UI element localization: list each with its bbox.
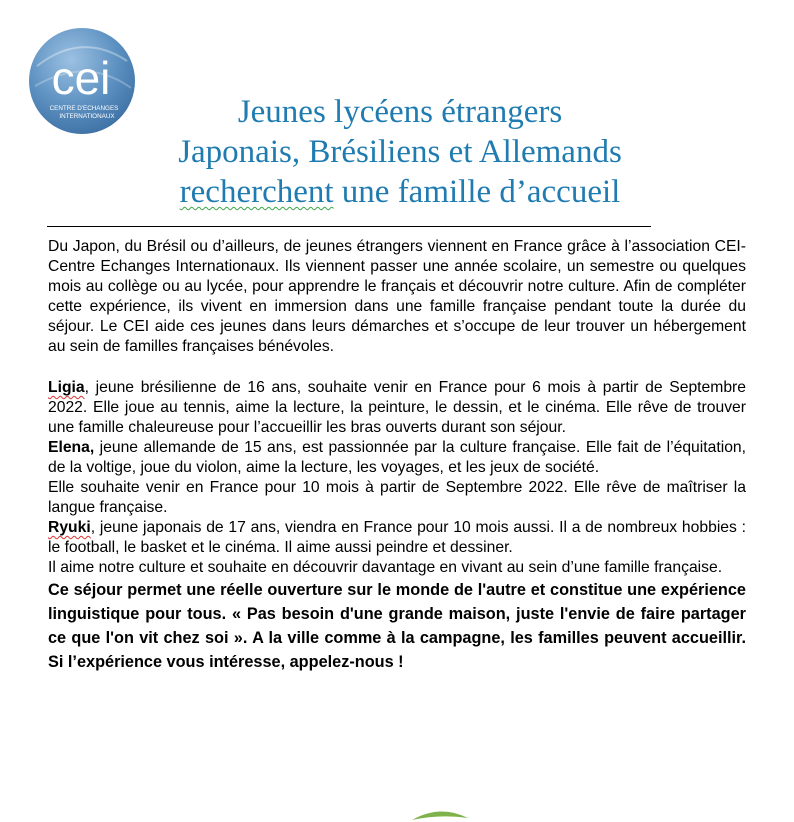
intro-paragraph: Du Japon, du Brésil ou d’ailleurs, de jeunes étrangers viennent en France grâce à l’association CEI-Centre Echanges Internationaux. Ils viennent passer une année scolaire, un semestre ou quelques mois au collège ou au lycée, pour apprendre le français et découvrir notre culture. Afin de compléter cette expérience, ils vivent en immersion dans une famille française pendant toute la durée du séjour. Le CEI aide ces jeunes dans leurs démarches et s’occupe de leur trouver un hébergement au sein de familles françaises bénévoles. xyxy=(48,238,746,355)
student-name: Elena, xyxy=(48,439,95,456)
student-name: Ligia xyxy=(48,379,85,396)
document-body xyxy=(48,237,746,674)
leaf-decoration xyxy=(410,808,470,822)
student-name: Ryuki xyxy=(48,519,91,536)
student-description: , jeune brésilienne de 16 ans, souhaite venir en France pour 6 mois à partir de Septembre 2022. Elle joue au tennis, aime la lecture, la peinture, le dessin, et le cinéma. Elle rêve de trouver une famille chaleureuse pour l’accueillir les bras ouverts durant son séjour. xyxy=(48,379,746,436)
title-line-3-word: recherchent xyxy=(179,174,334,210)
title-line-3 xyxy=(60,172,740,212)
student-description: jeune allemande de 15 ans, est passionnée par la culture française. Elle fait de l’équitation, de la voltige, joue du violon, aime la lecture, les voyages, et les jeux de société. xyxy=(48,439,746,476)
document-title xyxy=(60,92,740,212)
student-ryuki xyxy=(48,518,746,558)
title-divider xyxy=(47,226,651,227)
student-ligia xyxy=(48,378,746,438)
title-line-2: Japonais, Brésiliens et Allemands xyxy=(178,134,622,170)
title-line-3-rest: une famille d’accueil xyxy=(333,174,621,210)
logo-text: cei xyxy=(51,52,111,104)
student-elena-extra: Elle souhaite venir en France pour 10 mois à partir de Septembre 2022. Elle rêve de maîtriser la langue française. xyxy=(48,479,746,516)
student-ryuki-extra: Il aime notre culture et souhaite en découvrir davantage en vivant au sein d’une famille française. xyxy=(48,559,723,576)
student-description: , jeune japonais de 17 ans, viendra en France pour 10 mois aussi. Il a de nombreux hobbies : le football, le basket et le cinéma. Il aime aussi peindre et dessiner. xyxy=(48,519,746,556)
logo-subtitle-2: INTERNATIONAUX xyxy=(59,113,115,120)
title-line-1: Jeunes lycéens étrangers xyxy=(237,94,563,130)
logo-subtitle-1: CENTRE D'ECHANGES xyxy=(49,105,119,112)
closing-paragraph: Ce séjour permet une réelle ouverture sur le monde de l'autre et constitue une expérience linguistique pour tous. « Pas besoin d'une grande maison, juste l'envie de faire partager ce que l'on vit chez soi ». A la ville comme à la campagne, les familles peuvent accueillir. Si l’expérience vous intéresse, appelez-nous ! xyxy=(48,581,746,671)
student-elena xyxy=(48,438,746,478)
